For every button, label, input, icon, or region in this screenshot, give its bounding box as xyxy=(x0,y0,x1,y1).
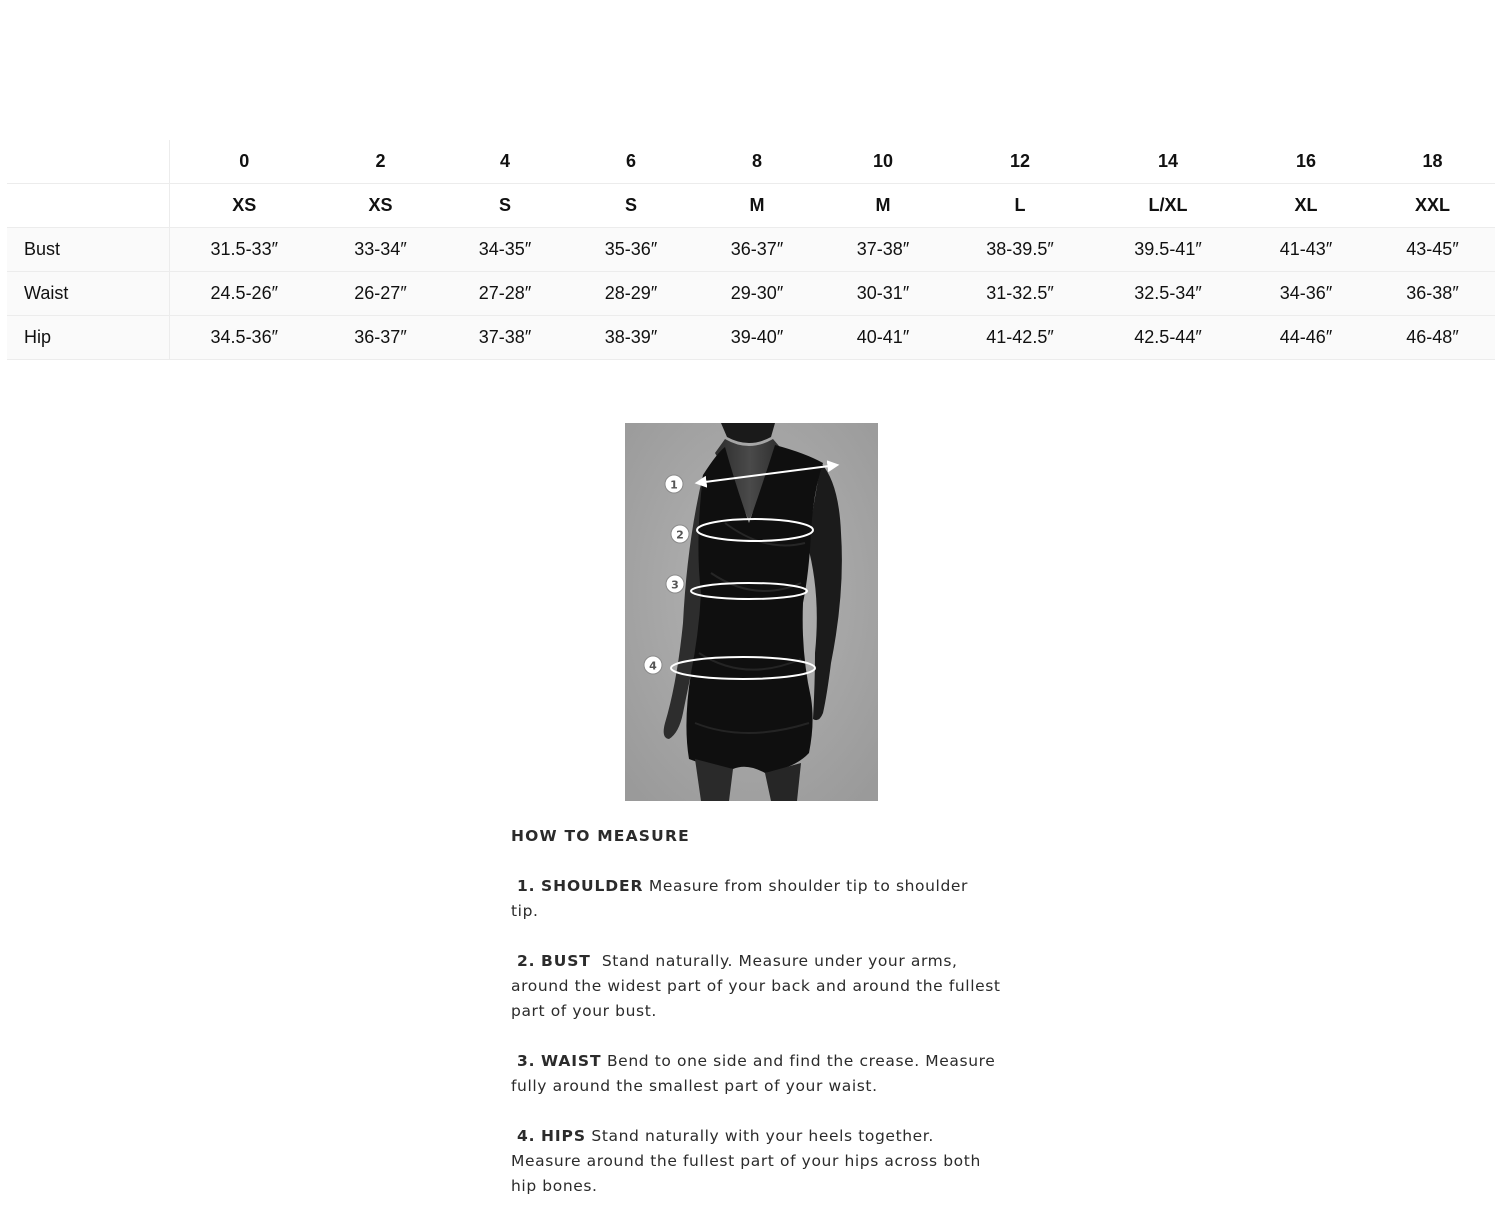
measurement-cell: 29-30″ xyxy=(694,272,820,316)
step-number: 4. xyxy=(517,1127,536,1145)
measurement-cell: 41-42.5″ xyxy=(946,316,1094,360)
letter-size-row xyxy=(7,184,1495,228)
step-number: 1. xyxy=(517,877,536,895)
measurement-guide-image xyxy=(625,423,878,801)
letter-size-header: S xyxy=(442,184,568,228)
measurement-cell: 46-48″ xyxy=(1370,316,1495,360)
measurement-cell: 24.5-26″ xyxy=(169,272,319,316)
measurement-cell: 27-28″ xyxy=(442,272,568,316)
svg-text:1: 1 xyxy=(670,478,678,492)
letter-size-header: M xyxy=(694,184,820,228)
bust-row xyxy=(7,228,1495,272)
measurement-cell: 37-38″ xyxy=(820,228,946,272)
measurement-cell: 36-37″ xyxy=(694,228,820,272)
marker-3-icon xyxy=(666,575,684,593)
measurement-cell: 39.5-41″ xyxy=(1094,228,1242,272)
row-label: Bust xyxy=(7,228,169,272)
size-header: 10 xyxy=(820,140,946,184)
row-label: Hip xyxy=(7,316,169,360)
numeric-size-row xyxy=(7,140,1495,184)
measurement-cell: 40-41″ xyxy=(820,316,946,360)
measurement-cell: 36-37″ xyxy=(319,316,442,360)
step-name: BUST xyxy=(541,952,591,970)
step-text: Stand naturally with your heels together. Measure around the fullest part of your hips across both hip bones. xyxy=(511,1127,981,1195)
size-header: 18 xyxy=(1370,140,1495,184)
step-number: 3. xyxy=(517,1052,536,1070)
measurement-cell: 35-36″ xyxy=(568,228,694,272)
step-text: Measure from shoulder tip to shoulder tip. xyxy=(511,877,969,920)
letter-size-header: XL xyxy=(1242,184,1370,228)
letter-size-header: XS xyxy=(169,184,319,228)
measurement-cell: 28-29″ xyxy=(568,272,694,316)
svg-text:2: 2 xyxy=(676,528,684,542)
measurement-cell: 34.5-36″ xyxy=(169,316,319,360)
step-text: Stand naturally. Measure under your arms, around the widest part of your back and around the fullest part of your bust. xyxy=(511,952,1001,1020)
step-waist xyxy=(511,1049,1001,1099)
measurement-cell: 34-36″ xyxy=(1242,272,1370,316)
marker-2-icon xyxy=(671,525,689,543)
measurement-cell: 36-38″ xyxy=(1370,272,1495,316)
measurement-cell: 44-46″ xyxy=(1242,316,1370,360)
corner-cell xyxy=(7,184,169,228)
marker-4-icon xyxy=(644,656,662,674)
waist-row xyxy=(7,272,1495,316)
measurement-cell: 39-40″ xyxy=(694,316,820,360)
step-name: WAIST xyxy=(541,1052,602,1070)
measurement-cell: 43-45″ xyxy=(1370,228,1495,272)
size-header: 4 xyxy=(442,140,568,184)
svg-text:3: 3 xyxy=(671,578,679,592)
measurement-cell: 31.5-33″ xyxy=(169,228,319,272)
measurement-cell: 32.5-34″ xyxy=(1094,272,1242,316)
measurement-cell: 33-34″ xyxy=(319,228,442,272)
step-text: Bend to one side and find the crease. Measure fully around the smallest part of your waist. xyxy=(511,1052,996,1095)
section-title: HOW TO MEASURE xyxy=(511,827,690,845)
measurement-cell: 37-38″ xyxy=(442,316,568,360)
step-bust xyxy=(511,949,1001,1024)
letter-size-header: L xyxy=(946,184,1094,228)
step-number: 2. xyxy=(517,952,536,970)
corner-cell xyxy=(7,140,169,184)
size-header: 14 xyxy=(1094,140,1242,184)
letter-size-header: S xyxy=(568,184,694,228)
letter-size-header: L/XL xyxy=(1094,184,1242,228)
marker-1-icon xyxy=(665,475,683,493)
svg-text:4: 4 xyxy=(649,659,657,673)
hip-row xyxy=(7,316,1495,360)
measurement-cell: 34-35″ xyxy=(442,228,568,272)
letter-size-header: XXL xyxy=(1370,184,1495,228)
measurement-cell: 41-43″ xyxy=(1242,228,1370,272)
size-header: 16 xyxy=(1242,140,1370,184)
step-shoulder xyxy=(511,874,1001,924)
size-header: 12 xyxy=(946,140,1094,184)
row-label: Waist xyxy=(7,272,169,316)
size-header: 8 xyxy=(694,140,820,184)
dress-figure-illustration xyxy=(625,423,878,801)
size-header: 2 xyxy=(319,140,442,184)
measurement-cell: 42.5-44″ xyxy=(1094,316,1242,360)
measurement-cell: 38-39.5″ xyxy=(946,228,1094,272)
measurement-cell: 30-31″ xyxy=(820,272,946,316)
size-header: 0 xyxy=(169,140,319,184)
size-chart-table xyxy=(7,140,1495,360)
measurement-cell: 31-32.5″ xyxy=(946,272,1094,316)
size-header: 6 xyxy=(568,140,694,184)
letter-size-header: M xyxy=(820,184,946,228)
step-name: HIPS xyxy=(541,1127,586,1145)
how-to-measure-section xyxy=(511,824,1001,1224)
step-name: SHOULDER xyxy=(541,877,644,895)
letter-size-header: XS xyxy=(319,184,442,228)
measurement-cell: 26-27″ xyxy=(319,272,442,316)
measurement-cell: 38-39″ xyxy=(568,316,694,360)
